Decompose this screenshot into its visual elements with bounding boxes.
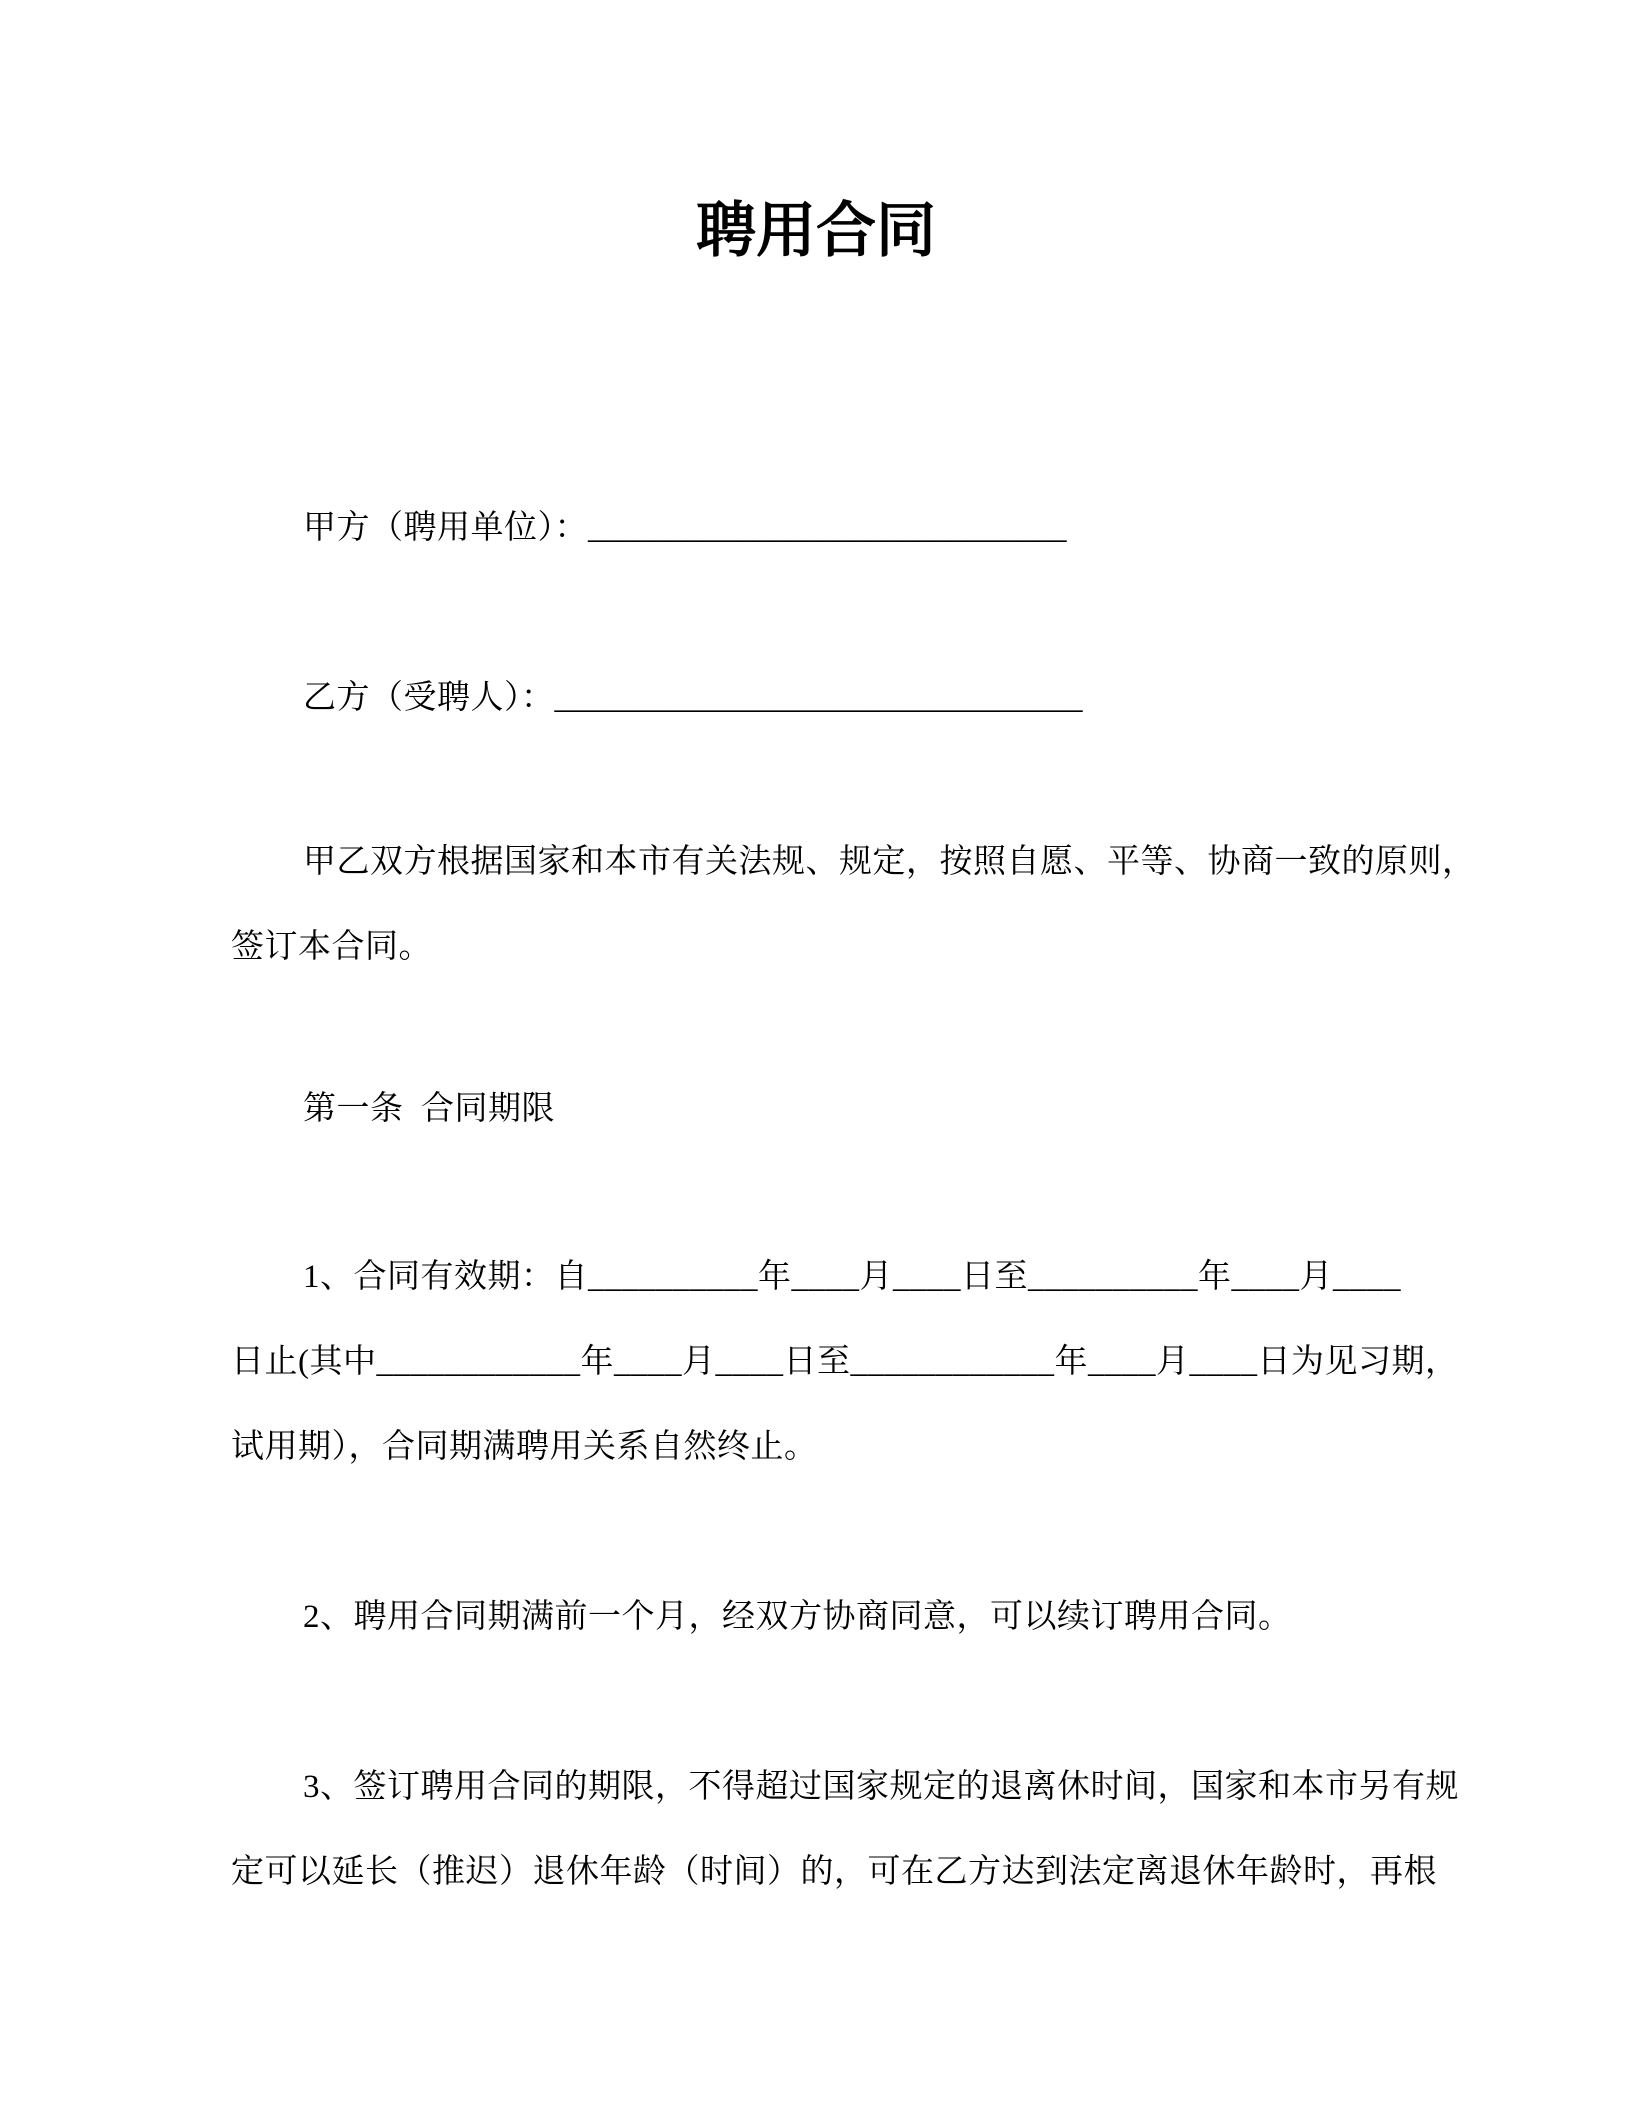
party-a-blank-field[interactable]: _____________________________: [588, 510, 1067, 546]
clause-2-line-1: 2、聘用合同期满前一个月，经双方协商同意，可以续订聘用合同。: [303, 1599, 1292, 1635]
clause-1-line-3: 试用期），合同期满聘用关系自然终止。: [231, 1429, 818, 1465]
clause-1-line-1: 1、合同有效期：自__________年____月____日至__________年____月____: [303, 1259, 1401, 1295]
party-b-blank-field[interactable]: ________________________________: [554, 680, 1083, 716]
clause-3-line-1: 3、签订聘用合同的期限，不得超过国家规定的退离休时间，国家和本市另有规: [303, 1769, 1459, 1805]
party-b-row: [231, 676, 1083, 720]
document-title: 聘用合同: [696, 197, 936, 264]
party-a-row: [231, 506, 1067, 550]
intro-paragraph-line-2: 签订本合同。: [231, 929, 432, 965]
intro-paragraph-line-1: 甲乙双方根据国家和本市有关法规、规定，按照自愿、平等、协商一致的原则，: [303, 844, 1476, 880]
clause-1-line-2: 日止(其中____________年____月____日至____________年____月____日为见习期，: [231, 1344, 1459, 1380]
party-a-label: 甲方（聘用单位）：: [303, 510, 588, 546]
section-1-heading: 第一条 合同期限: [303, 1091, 555, 1127]
clause-3-line-2: 定可以延长（推迟）退休年龄（时间）的，可在乙方达到法定离退休年龄时，再根: [231, 1854, 1437, 1890]
party-b-label: 乙方（受聘人）：: [303, 680, 555, 716]
